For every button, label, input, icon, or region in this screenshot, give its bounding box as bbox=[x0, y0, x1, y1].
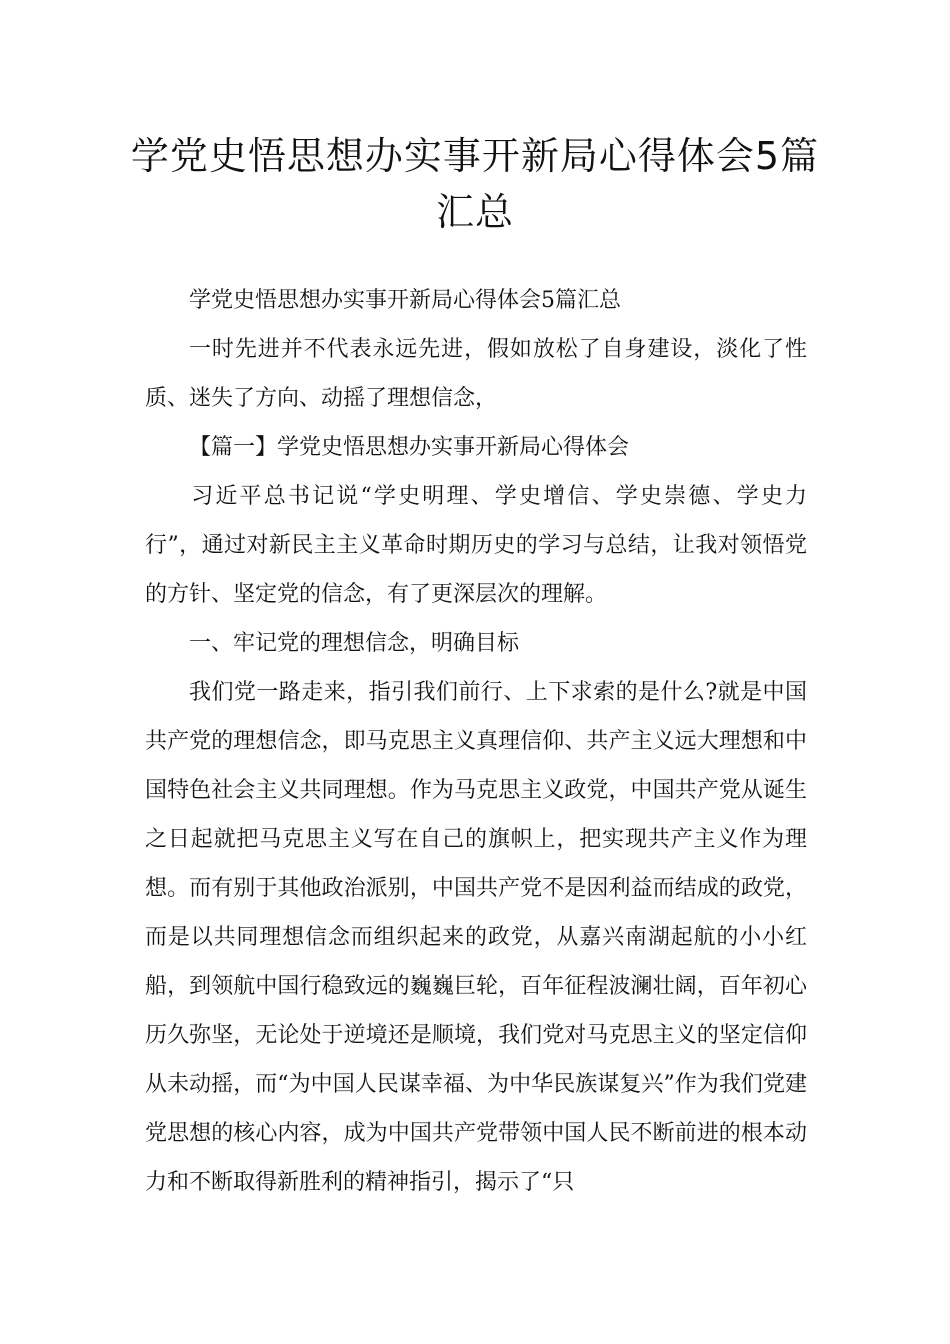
body-paragraph: 我们党一路走来，指引我们前行、上下求索的是什么?就是中国共产党的理想信念，即马克思主义真理信仰、共产主义远大理想和中国特色社会主义共同理想。作为马克思主义政党，中国共产党从诞生之日起就把马克思主义写在自己的旗帜上，把实现共产主义作为理想。而有别于其他政治派别，中国共产党不是因利益而结成的政党，而是以共同理想信念而组织起来的政党，从嘉兴南湖起航的小小红船，到领航中国行稳致远的巍巍巨轮，百年征程波澜壮阔，百年初心历久弥坚，无论处于逆境还是顺境，我们党对马克思主义的坚定信仰从未动摇，而“为中国人民谋幸福、为中华民族谋复兴”作为我们党建党思想的核心内容，成为中国共产党带领中国人民不断前进的根本动力和不断取得新胜利的精神指引，揭示了“只 bbox=[145, 680, 807, 1195]
document-title: 学党史悟思想办实事开新局心得体会5篇汇总 bbox=[130, 134, 820, 234]
intro-heading: 学党史悟思想办实事开新局心得体会5篇汇总 bbox=[189, 288, 621, 313]
chapter-heading: 【篇一】学党史悟思想办实事开新局心得体会 bbox=[189, 435, 630, 460]
document-body bbox=[145, 276, 807, 1207]
intro-paragraph: 一时先进并不代表永远先进，假如放松了自身建设，淡化了性质、迷失了方向、动摇了理想信念， bbox=[145, 337, 807, 411]
section-heading: 一、牢记党的理想信念，明确目标 bbox=[189, 631, 520, 656]
body-paragraph: 习近平总书记说“学史明理、学史增信、学史崇德、学史力行”，通过对新民主主义革命时期历史的学习与总结，让我对领悟党的方针、坚定党的信念，有了更深层次的理解。 bbox=[145, 484, 807, 607]
